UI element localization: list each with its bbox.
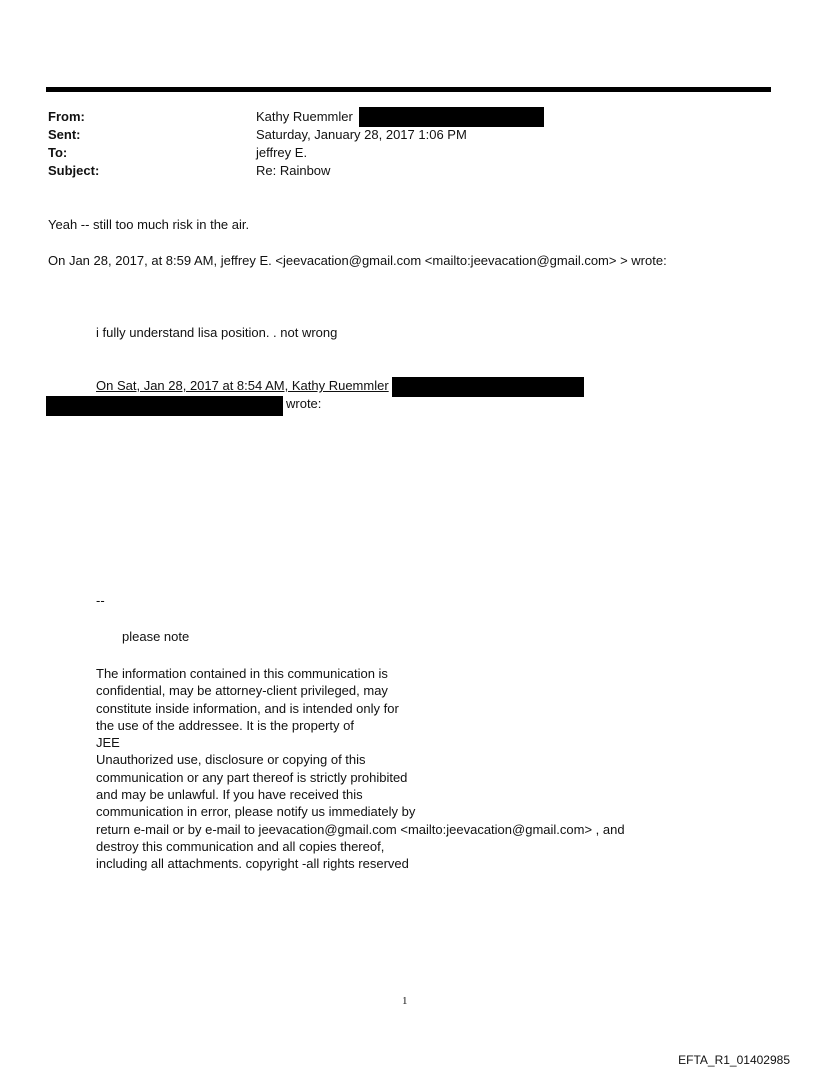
disclaimer-line: Unauthorized use, disclosure or copying of this (96, 752, 366, 768)
to-label: To: (48, 145, 68, 160)
disclaimer (96, 665, 625, 873)
quote1-text: i fully understand lisa position. . not wrong (96, 325, 338, 340)
redaction-box (46, 396, 283, 416)
disclaimer-line: including all attachments. copyright -all rights reserved (96, 856, 409, 872)
from-label: From: (48, 109, 85, 124)
subject-value: Re: Rainbow (256, 163, 331, 178)
disclaimer-line: constitute inside information, and is intended only for (96, 700, 399, 716)
to-value: jeffrey E. (256, 145, 308, 160)
quote1-attribution: On Jan 28, 2017, at 8:59 AM, jeffrey E. <jeevacation@gmail.com <mailto:jeevacation@gmail.com> > wrote: (48, 253, 667, 268)
quote2-attribution: On Sat, Jan 28, 2017 at 8:54 AM, Kathy Ruemmler (96, 378, 389, 393)
reply-line: Yeah -- still too much risk in the air. (48, 217, 250, 232)
signature-dash: -- (96, 593, 105, 608)
from-value: Kathy Ruemmler (256, 109, 353, 124)
header-rule (46, 87, 771, 92)
disclaimer-line: JEE (96, 735, 120, 751)
bates-number: EFTA_R1_01402985 (678, 1053, 790, 1067)
please-note: please note (122, 629, 190, 644)
sent-value: Saturday, January 28, 2017 1:06 PM (256, 127, 467, 142)
subject-label: Subject: (48, 163, 100, 178)
redaction-box (359, 107, 544, 127)
disclaimer-line: the use of the addressee. It is the property of (96, 717, 354, 733)
disclaimer-line: The information contained in this communication is (96, 666, 388, 681)
page-number: 1 (402, 995, 408, 1007)
disclaimer-line: communication in error, please notify us immediately by (96, 804, 416, 820)
disclaimer-line: and may be unlawful. If you have received this (96, 787, 363, 803)
sent-label: Sent: (48, 127, 81, 142)
disclaimer-line: confidential, may be attorney-client privileged, may (96, 683, 388, 699)
disclaimer-line: return e-mail or by e-mail to jeevacation@gmail.com <mailto:jeevacation@gmail.com> , and (96, 821, 625, 837)
disclaimer-line: communication or any part thereof is strictly prohibited (96, 769, 408, 785)
redaction-box (392, 377, 584, 397)
disclaimer-line: destroy this communication and all copies thereof, (96, 838, 385, 854)
quote2-wrote: wrote: (286, 396, 322, 411)
